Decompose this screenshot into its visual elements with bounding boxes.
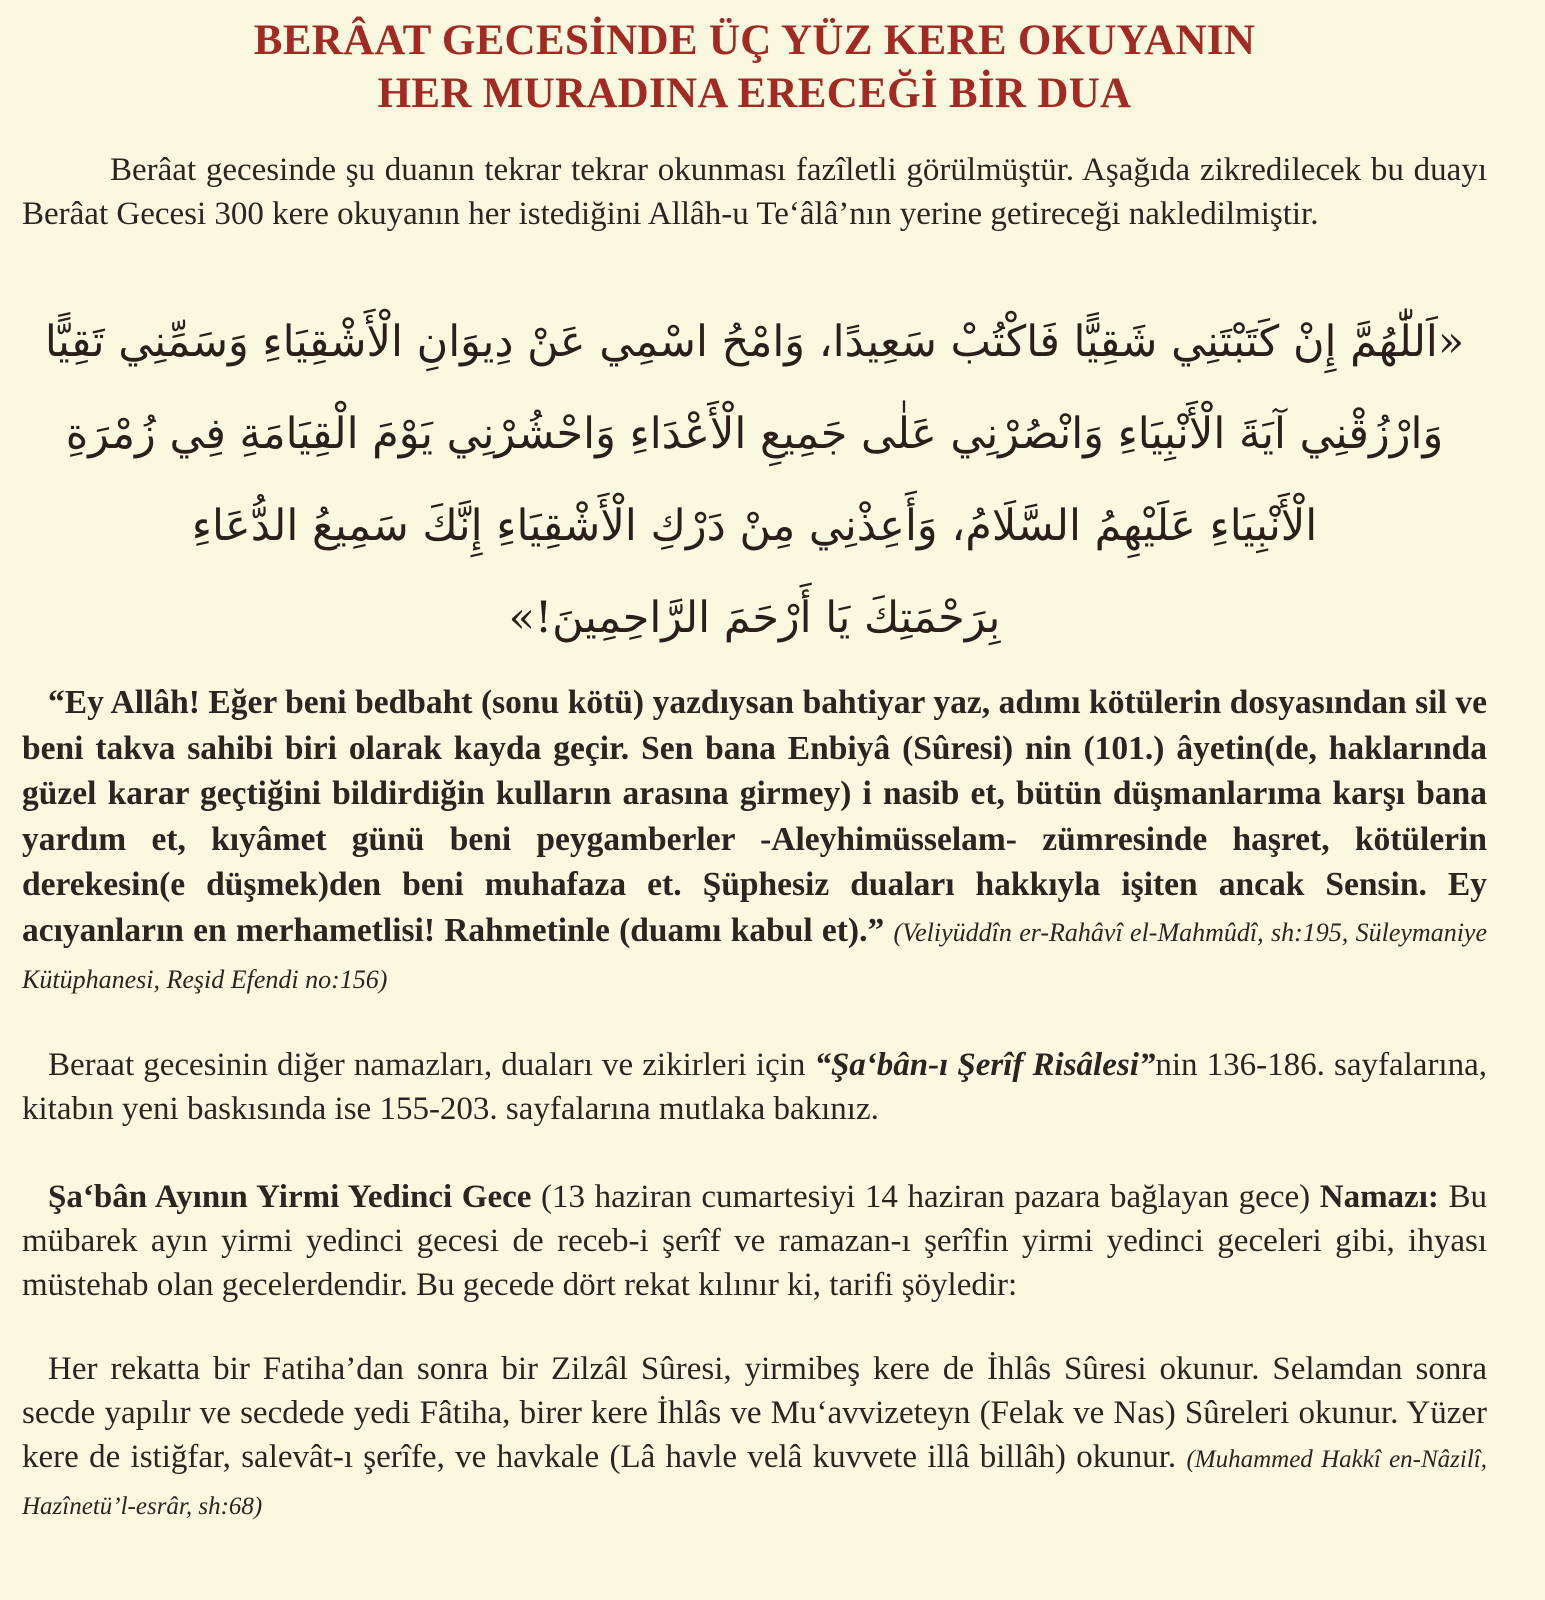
title-line-1: BERÂAT GECESİNDE ÜÇ YÜZ KERE OKUYANIN <box>253 17 1256 64</box>
arabic-line-2: وَارْزُقْنِي آيَةَ الْأَنْبِيَاءِ وَانْصُرْنِي عَلٰى جَمِيعِ الْأَعْدَاءِ وَاحْشُرْنِي يَوْمَ الْقِيَامَةِ فِي زُمْرَةِ <box>65 409 1444 459</box>
arabic-prayer <box>22 296 1487 664</box>
arabic-line-4: بِرَحْمَتِكَ يَا أَرْحَمَ الرَّاحِمِينَ!» <box>508 593 1001 643</box>
night-heading: Şa‘bân Ayının Yirmi Yedinci Gece <box>48 1178 532 1215</box>
prayer-paragraph <box>22 1347 1487 1529</box>
night-date: (13 haziran cumartesiyi 14 haziran pazara bağlayan gece) <box>531 1178 1320 1215</box>
page-title <box>22 0 1487 120</box>
arabic-line-3: الْأَنْبِيَاءِ عَلَيْهِمُ السَّلَامُ، وَأَعِذْنِي مِنْ دَرْكِ الْأَشْقِيَاءِ إِنَّكَ سَمِيعُ الدُّعَاءِ <box>191 501 1318 551</box>
reference-before: Beraat gecesinin diğer namazları, duaları ve zikirleri için <box>48 1046 815 1083</box>
title-line-2: HER MURADINA ERECEĞİ BİR DUA <box>377 70 1132 117</box>
arabic-line-1: «اَللّٰهُمَّ إِنْ كَتَبْتَنِي شَقِيًّا فَاكْتُبْ سَعِيدًا، وَامْحُ اسْمِي عَنْ دِيوَانِ الْأَشْقِيَاءِ وَسَمِّنِي تَقِيًّا <box>44 317 1465 367</box>
translation-citation: (Veliyüddîn er-Rahâvî el-Mahmûdî, sh:195, Süleymaniye Kütüphanesi, Reşid Efendi no:156) <box>22 917 1488 994</box>
night-paragraph <box>22 1175 1487 1307</box>
translation-paragraph <box>22 680 1487 1003</box>
reference-paragraph <box>22 1043 1487 1131</box>
reference-book-title: “Şa‘bân-ı Şerîf Risâlesi” <box>814 1046 1156 1083</box>
intro-paragraph: Berâat gecesinde şu duanın tekrar tekrar okunması fazîletli görülmüştür. Aşağıda zikredilecek bu duayı Berâat Gecesi 300 kere okuyanın her istediğini Allâh-u Te‘âlâ’nın yerine getireceği nakledilmiştir. <box>22 152 1487 232</box>
night-label: Namazı: <box>1319 1178 1439 1215</box>
prayer-text: Her rekatta bir Fatiha’dan sonra bir Zilzâl Sûresi, yirmibeş kere de İhlâs Sûresi okunur. Selamdan sonra secde yapılır ve secdede yedi Fâtiha, birer kere İhlâs ve Mu‘avvizeteyn (Felak ve Nas) Sûreleri okunur. Yüzer kere de istiğfar, salevât-ı şerîfe, ve havkale (Lâ havle velâ kuvvete illâ billâh) okunur. <box>22 1350 1487 1475</box>
prayer-citation: (Muhammed Hakkî en-Nâzilî, Hazînetü’l-esrâr, sh:68) <box>22 1445 1487 1520</box>
reference-after: nin 136-186. sayfalarına, kitabın yeni baskısında ise 155-203. sayfalarına mutlaka bakınız. <box>22 1046 1487 1127</box>
night-text: Bu mübarek ayın yirmi yedinci gecesi de receb-i şerîf ve ramazan-ı şerîfin yirmi yedinci geceleri gibi, ihyası müstehab olan gecelerdendir. Bu gecede dört rekat kılınır ki, tarifi şöyledir: <box>22 1178 1488 1303</box>
translation-text: “Ey Allâh! Eğer beni bedbaht (sonu kötü) yazdıysan bahtiyar yaz, adımı kötülerin dosyasından sil ve beni takva sahibi biri olarak kayda geçir. Sen bana Enbiyâ (Sûresi) nin (101.) âyetin(de, haklarında güzel karar geçtiğini bildirdiğin kulların arasına girmey) i nasib et, bütün düşmanlarıma karşı bana yardım et, kıyâmet günü beni peygamberler -Aleyhimüsselam- zümresinde haşret, kötülerin derekesin(e düşmek)den beni muhafaza et. Şüphesiz duaları hakkıyla işiten ancak Sensin. Ey acıyanların en merhametlisi! Rahmetinle (duamı kabul et).” <box>22 684 1487 949</box>
